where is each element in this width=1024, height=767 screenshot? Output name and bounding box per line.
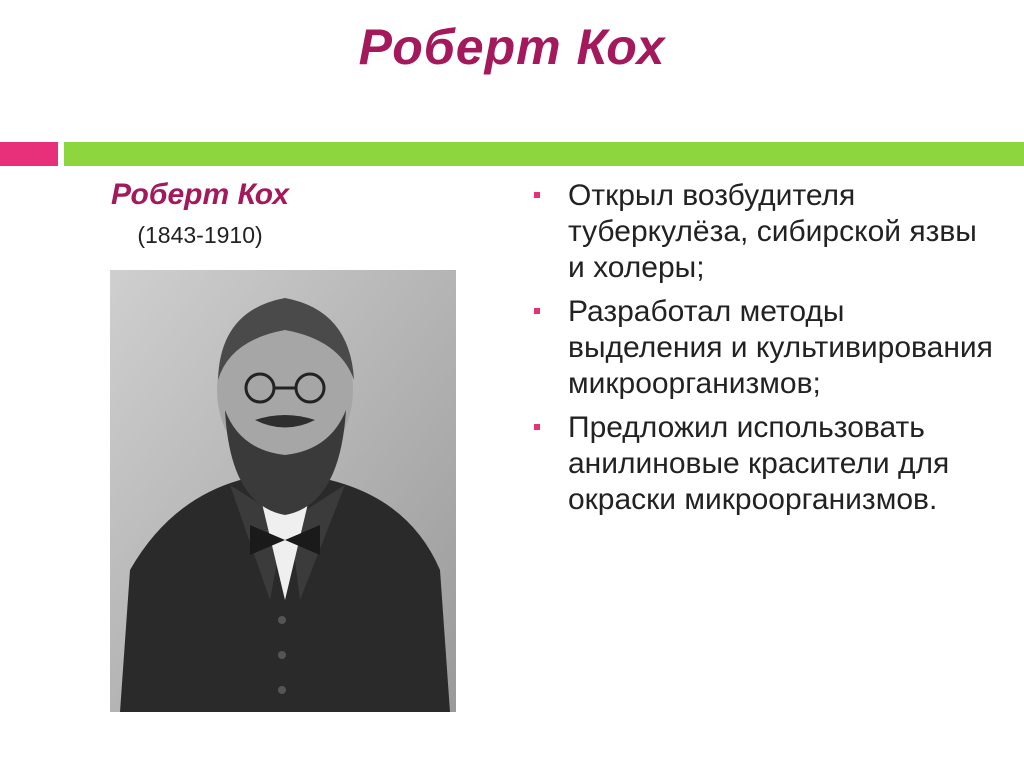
bullet-item <box>528 178 998 286</box>
subject-name: Роберт Кох <box>110 178 290 211</box>
bullet-text: Разработал методы выделения и культивирования микроорганизмов; <box>568 295 993 400</box>
accent-bar-green <box>64 142 1024 166</box>
subject-caption <box>100 178 470 249</box>
bullet-marker-icon <box>534 192 540 198</box>
portrait-photo <box>110 270 456 712</box>
bullet-marker-icon <box>534 308 540 314</box>
slide-title: Роберт Кох <box>358 19 666 75</box>
bullet-marker-icon <box>534 424 540 430</box>
subject-years: (1843-1910) <box>137 222 263 248</box>
bullet-list <box>528 178 998 526</box>
bullet-text: Открыл возбудителя туберкулёза, сибирской язвы и холеры; <box>568 179 977 284</box>
bullet-text: Предложил использовать анилиновые красители для окраски микроорганизмов. <box>568 411 950 516</box>
accent-bar-pink <box>0 142 58 166</box>
bullet-item <box>528 294 998 402</box>
bullet-item <box>528 410 998 518</box>
